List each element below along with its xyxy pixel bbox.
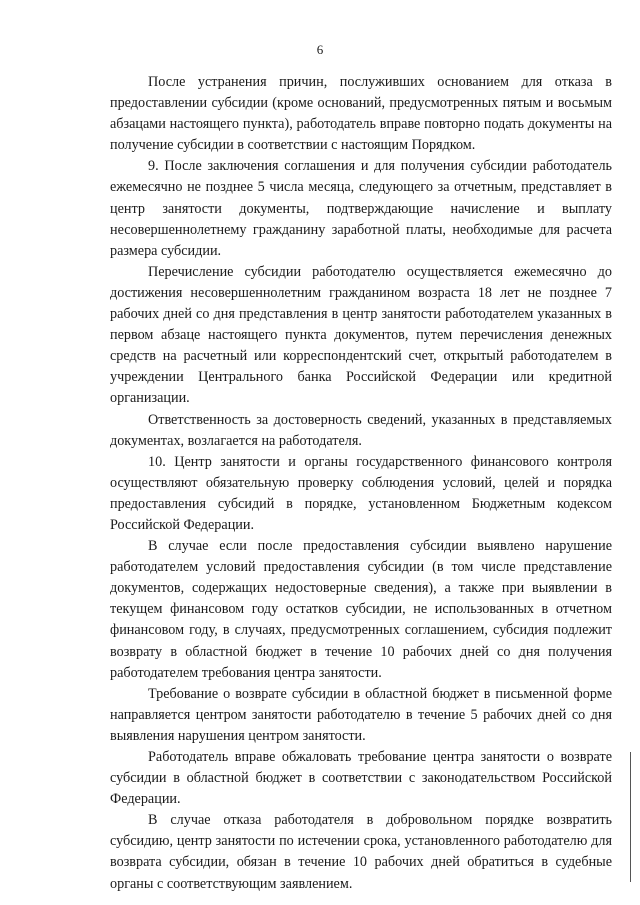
- document-body: [110, 72, 612, 895]
- page-number: 6: [316, 42, 324, 57]
- paragraph-appeal: Работодатель вправе обжаловать требование центра занятости о возврате субсидии в областной бюджет в соответствии с законодательством Российской Федерации.: [110, 749, 612, 808]
- paragraph-responsibility: Ответственность за достоверность сведений, указанных в представляемых документах, возлагается на работодателя.: [110, 411, 612, 449]
- paragraph-court: В случае отказа работодателя в добровольном порядке возвратить субсидию, центр занятости по истечении срока, установленного работодателю для возврата субсидии, обязан в течение 10 рабочих дней обратиться в судебные органы с соответствующим заявлением.: [110, 812, 612, 892]
- scan-edge-line: [630, 752, 631, 882]
- paragraph-reapply: После устранения причин, послуживших основанием для отказа в предоставлении субсидии (кроме оснований, предусмотренных пятым и восьмым абзацами настоящего пункта), работодатель вправе повторно подать документы на получение субсидии в соответствии с настоящим Порядком.: [110, 74, 612, 154]
- paragraph-item-10: 10. Центр занятости и органы государственного финансового контроля осуществляют обязательную проверку соблюдения условий, целей и порядка предоставления субсидий в порядке, установленном Бюджетным кодексом Российской Федерации.: [110, 453, 612, 533]
- paragraph-violation-refund: В случае если после предоставления субсидии выявлено нарушение работодателем условий предоставления субсидии (в том числе представление документов, содержащих недостоверные сведения), а также при выявлении в текущем финансовом году остатков субсидии, не использованных в отчетном финансовом году, в случаях, предусмотренных соглашением, субсидия подлежит возврату в областной бюджет в течение 10 рабочих дней со дня получения работодателем требования центра занятости.: [110, 538, 612, 681]
- paragraph-refund-demand: Требование о возврате субсидии в областной бюджет в письменной форме направляется центром занятости работодателю в течение 5 рабочих дней со дня выявления нарушения центром занятости.: [110, 685, 612, 744]
- paragraph-subsidy-transfer: Перечисление субсидии работодателю осуществляется ежемесячно до достижения несовершеннолетним гражданином возраста 18 лет не позднее 7 рабочих дней со дня представления в центр занятости работодателем указанных в первом абзаце настоящего пункта документов, путем перечисления денежных средств на расчетный или корреспондентский счет, открытый работодателем в учреждении Центрального банка Российской Федерации или кредитной организации.: [110, 263, 612, 407]
- paragraph-item-9: 9. После заключения соглашения и для получения субсидии работодатель ежемесячно не позднее 5 числа месяца, следующего за отчетным, представляет в центр занятости документы, подтверждающие начисление и выплату несовершеннолетнему гражданину заработной платы, необходимые для расчета размера субсидии.: [110, 158, 612, 259]
